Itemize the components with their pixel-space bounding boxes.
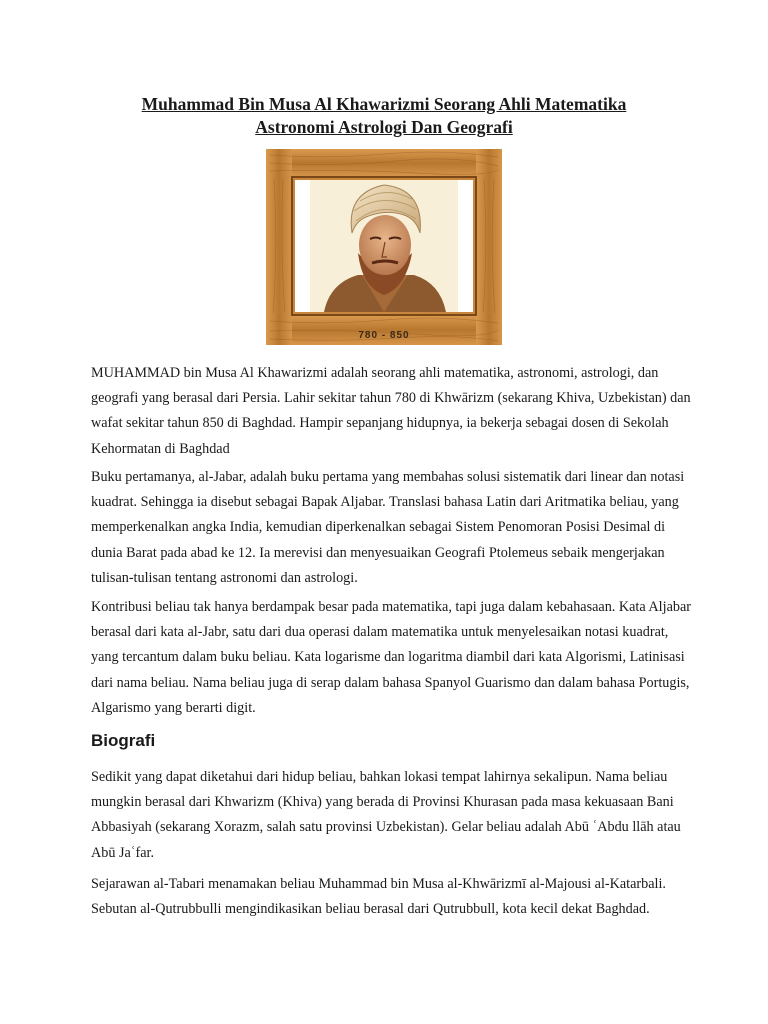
paragraph-contribution: Kontribusi beliau tak hanya berdampak besar pada matematika, tapi juga dalam kebahasaan. Kata Aljabar berasal dari kata al-Jabr, satu dari dua operasi dalam matematika untuk menyelesaikan notasi kuadrat, yang tercantum dalam buku beliau. Kata logarisme dan logaritma diambil dari kata Algorismi, Latinisasi dari nama beliau. Nama beliau juga di serap dalam bahasa Spanyol Guarismo dan dalam bahasa Portugis, Algarismo yang berarti digit. [91,599,691,716]
title-line-2: Astronomi Astrologi Dan Geografi [255,117,513,137]
paragraph-al-jabar: Buku pertamanya, al-Jabar, adalah buku pertama yang membahas solusi sistematik dari linear dan notasi kuadrat. Sehingga ia disebut sebagai Bapak Aljabar. Translasi bahasa Latin dari Aritmatika beliau, yang memperkenalkan angka India, kemudian diperkenalkan sebagai Sistem Penomoran Posisi Desimal di dunia Barat pada abad ke 12. Ia merevisi dan menyesuaikan Geografi Ptolemeus sebaik mengerjakan tulisan-tulisan tentang astronomi dan astrologi. [91,469,685,586]
portrait-image [266,149,502,345]
section-heading-biografi: Biografi [91,731,156,750]
portrait-caption: 780 - 850 [358,330,410,341]
page-title [90,93,678,139]
paragraph-historian: Sejarawan al-Tabari menamakan beliau Muhammad bin Musa al-Khwārizmī al-Majousi al-Katarbali. Sebutan al-Qutrubbulli mengindikasikan beliau berasal dari Qutrubbull, kota kecil dekat Baghdad. [91,876,666,918]
paragraph-biography: Sedikit yang dapat diketahui dari hidup beliau, bahkan lokasi tempat lahirnya sekalipun. Nama beliau mungkin berasal dari Khwarizm (Khiva) yang berada di Provinsi Khurasan pada masa kekuasaan Bani Abbasiyah (sekarang Xorazm, salah satu provinsi Uzbekistan). Gelar beliau adalah Abū ʿAbdu llāh atau Abū Jaʿfar. [91,769,681,861]
title-line-1: Muhammad Bin Musa Al Khawarizmi Seorang Ahli Matematika [141,94,627,114]
paragraph-intro: MUHAMMAD bin Musa Al Khawarizmi adalah seorang ahli matematika, astronomi, astrologi, dan geografi yang berasal dari Persia. Lahir sekitar tahun 780 di Khwārizm (sekarang Khiva, Uzbekistan) dan wafat sekitar tahun 850 di Baghdad. Hampir sepanjang hidupnya, ia bekerja sebagai dosen di Sekolah Kehormatan di Baghdad [91,365,691,457]
